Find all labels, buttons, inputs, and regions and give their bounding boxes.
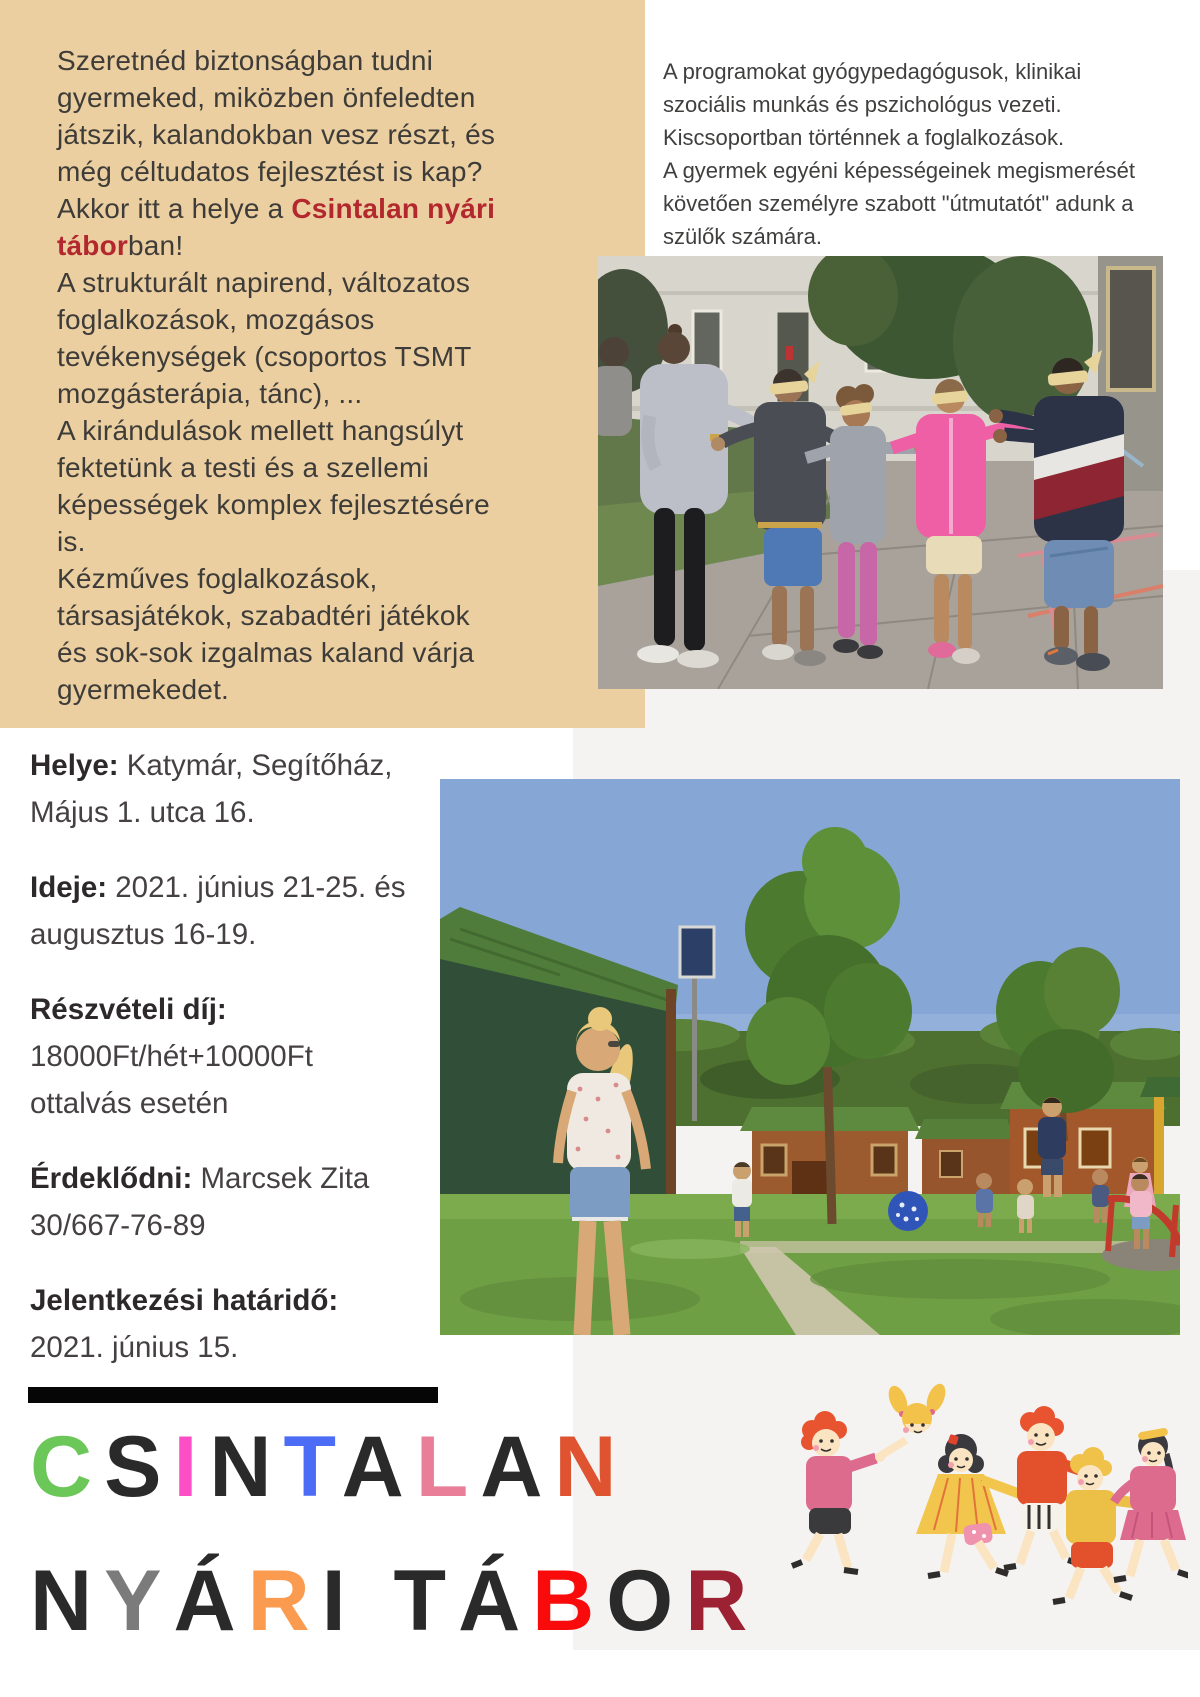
kid-black-bob-yellow-dress xyxy=(916,1434,1029,1576)
detail-label: Ideje: xyxy=(30,871,108,904)
photo-blindfold-game xyxy=(598,256,1163,689)
children-illustration xyxy=(768,1372,1188,1612)
detail-contact xyxy=(30,1155,450,1249)
detail-value-lines: 2021. június 15. xyxy=(30,1331,239,1364)
photo-garden-play-graphic xyxy=(440,779,1180,1335)
kid-orange-hair-pink-shirt xyxy=(792,1411,885,1572)
person-partial xyxy=(598,337,632,436)
detail-fee xyxy=(30,986,450,1127)
program-info-text: A programokat gyógypedagógusok, klinikai szociális munkás és pszichológus vezeti. Kiscsoportban történnek a foglalkozások. A gyermek egyéni képességeinek megismerését követően személyre szabott "útmutatót" adunk a szülők számára. xyxy=(663,59,1136,249)
detail-dates xyxy=(30,864,450,958)
detail-value-lines: augusztus 16-19. xyxy=(30,918,257,951)
detail-value-lines: Május 1. utca 16. xyxy=(30,796,255,829)
intro-text: Szeretnéd biztonságban tudni gyermeked, miközben önfeledten játszik, kalandokban vesz részt, és még céltudatos fejlesztést is kap? Akkor itt a helye a Csintalan nyári táborban! A strukturált napirend, változatos foglalkozások, mozgásos tevékenységek (csoportos TSMT mozgásterápia, tánc), ... A kirándulások mellett hangsúlyt fektetünk a testi és a szellemi képességek komplex fejlesztésére is. Kézműves foglalkozások, társasjátékok, szabadtéri játékok és sok-sok izgalmas kaland várja gyermekedet. xyxy=(57,45,496,705)
detail-value: Marcsek Zita xyxy=(192,1162,370,1195)
detail-label: Jelentkezési határidő: xyxy=(30,1284,339,1317)
detail-value-lines: 30/667-76-89 xyxy=(30,1209,206,1242)
detail-location xyxy=(30,742,450,836)
title-csintalan: CSINTALAN xyxy=(30,1419,629,1515)
title-nyari-tabor: NYÁRI TÁBOR xyxy=(30,1553,760,1649)
kid-blonde-pigtails xyxy=(880,1381,949,1456)
blue-ball xyxy=(888,1191,928,1231)
detail-label: Érdeklődni: xyxy=(30,1162,193,1195)
detail-value: Katymár, Segítőház, xyxy=(118,749,393,782)
detail-value: 2021. június 21-25. és xyxy=(107,871,406,904)
details-section xyxy=(30,742,450,1399)
intro-box xyxy=(0,0,645,728)
detail-value-lines: 18000Ft/hét+10000Ft ottalvás esetén xyxy=(30,1040,313,1120)
children-illustration-graphic xyxy=(768,1372,1188,1612)
detail-deadline xyxy=(30,1277,450,1371)
detail-label: Helye: xyxy=(30,749,119,782)
divider-bar xyxy=(28,1387,438,1403)
photo-blindfold-game-graphic xyxy=(598,256,1163,689)
photo-garden-play xyxy=(440,779,1180,1335)
detail-label: Részvételi díj: xyxy=(30,993,227,1026)
